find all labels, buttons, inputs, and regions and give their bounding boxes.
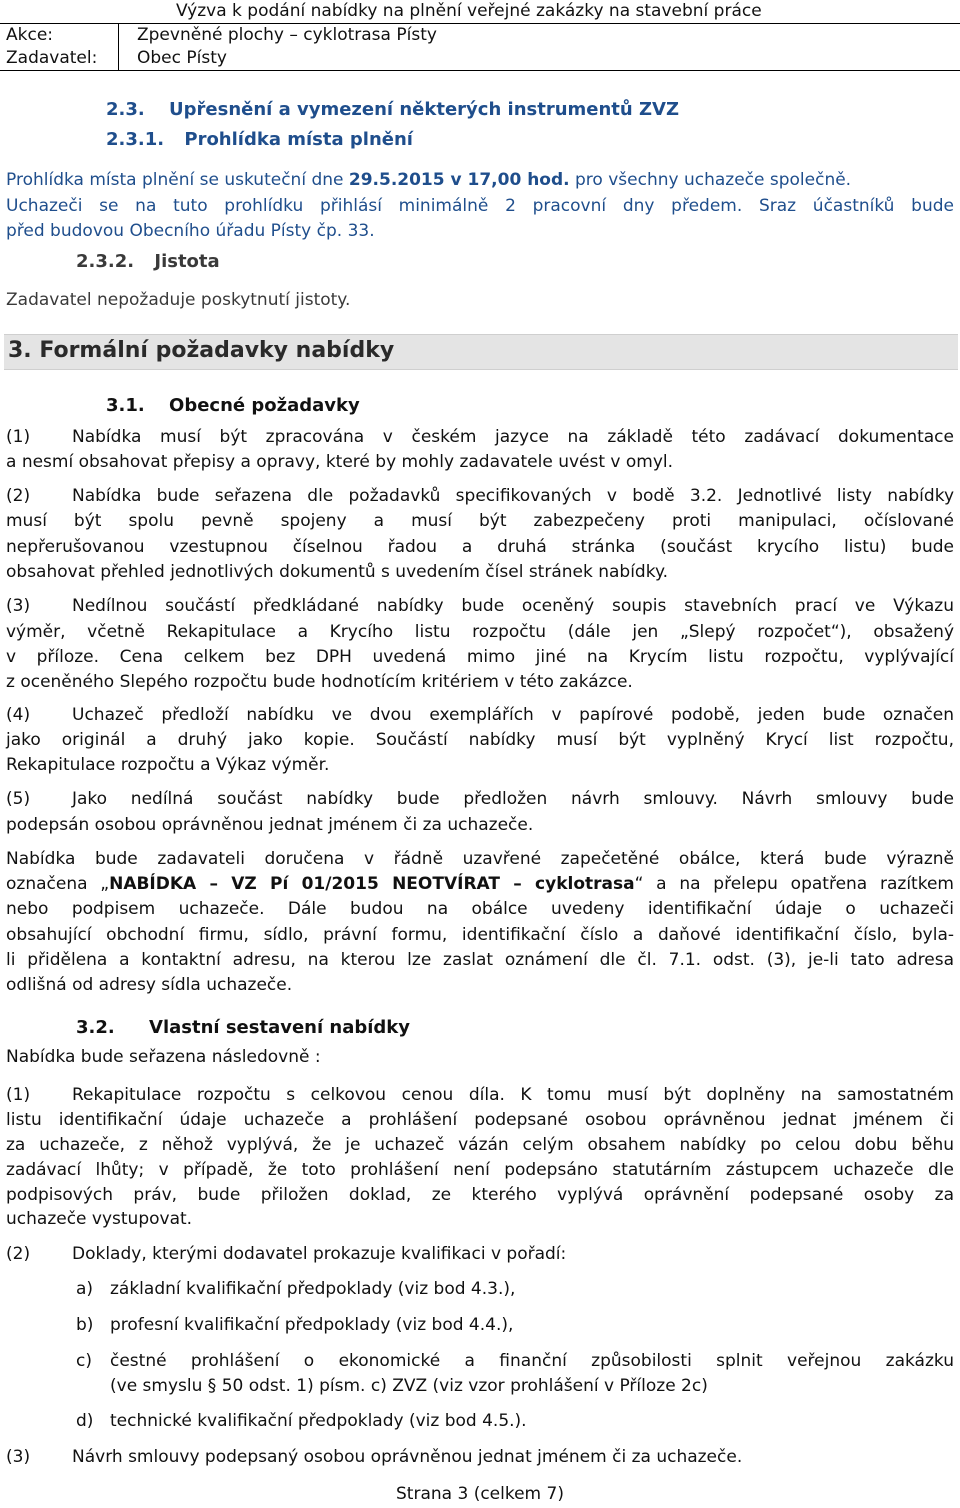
req-2-line-1: (2) Nabídka bude seřazena dle požadavků specifikovaných v bodě 3.2. Jednotlivé listy nabídky xyxy=(6,486,954,506)
zadavatel-value: Obec Písty xyxy=(119,47,960,71)
section-3-title: 3. Formální požadavky nabídky xyxy=(8,338,395,363)
section-number: 3.1. xyxy=(106,395,145,416)
req-2-line-2: musí být spolu pevně spojeny a musí být zabezpečeny proti manipulaci, očíslované xyxy=(6,511,954,531)
envelope-line-2: označena „NABÍDKA – VZ Pí 01/2015 NEOTVÍRAT – cyklotrasa“ a na přelepu opatřena razítkem xyxy=(6,874,954,894)
guarantee-text: Zadavatel nepožaduje poskytnutí jistoty. xyxy=(6,290,351,310)
section-3-1-heading xyxy=(106,395,360,416)
req-2-line-3: nepřerušovanou vzestupnou číselnou řadou a druhá stránka (součást krycího listu) bude xyxy=(6,537,954,557)
req-3-line-2: výměr, včetně Rekapitulace a Krycího listu rozpočtu (dále jen „Slepý rozpočet“), obsažený xyxy=(6,622,954,642)
akce-label: Akce: xyxy=(0,24,119,48)
akce-value: Zpevněné plochy – cyklotrasa Písty xyxy=(137,25,437,45)
section-number: 2.3.1. xyxy=(106,129,165,150)
req-5-line-1: (5) Jako nedílná součást nabídky bude předložen návrh smlouvy. Návrh smlouvy bude xyxy=(6,789,954,809)
section-3-band xyxy=(4,334,958,370)
inspection-date: 29.5.2015 v 17,00 hod. xyxy=(348,170,570,190)
envelope-line-5: li přidělena a kontaktní adresu, na kterou lze zaslat oznámení dle čl. 7.1. odst. (3), je-li tato adresa xyxy=(6,950,954,970)
header-title: Výzva k podání nabídky na plnění veřejné zakázky na stavební práce xyxy=(0,0,960,24)
req-4-line-1: (4) Uchazeč předloží nabídku ve dvou exemplářích v papírové podobě, jeden bude označen xyxy=(6,705,954,725)
order-1-line-6: uchazeče vystupovat. xyxy=(6,1209,193,1229)
list-item: a) základní kvalifikační předpoklady (viz bod 4.3.), xyxy=(76,1279,516,1299)
inspection-line-3: před budovou Obecního úřadu Písty čp. 33. xyxy=(6,221,375,241)
req-4-line-2: jako originál a druhý jako kopie. Součástí nabídky musí být vyplněný Krycí list rozpočtu, xyxy=(6,730,954,750)
order-1-line-4: zadávací lhůty; v případě, že toto prohlášení není podepsáno statutárním zástupcem uchazeče dle xyxy=(6,1160,954,1180)
req-3-line-1: (3) Nedílnou součástí předkládané nabídky bude oceněný soupis stavebních prací ve Výkazu xyxy=(6,596,954,616)
section-3-2-heading xyxy=(76,1017,410,1038)
order-1-line-3: za uchazeče, z něhož vyplývá, že je uchazeč vázán celým obsahem nabídky po celou dobu běhu xyxy=(6,1135,954,1155)
envelope-line-1: Nabídka bude zadavateli doručena v řádně uzavřené zapečetěné obálce, která bude výrazně xyxy=(6,849,954,869)
envelope-line-4: obsahující obchodní firmu, sídlo, právní formu, identifikační číslo a daňové identifikační číslo, byla- xyxy=(6,925,954,945)
order-3-line: (3) Návrh smlouvy podepsaný osobou oprávněnou jednat jménem či za uchazeče. xyxy=(6,1447,743,1467)
list-item: b) profesní kvalifikační předpoklady (viz bod 4.4.), xyxy=(76,1315,514,1335)
list-item-continuation: (ve smyslu § 50 odst. 1) písm. c) ZVZ (viz vzor prohlášení v Příloze 2c) xyxy=(110,1376,708,1396)
section-2-3-heading xyxy=(106,99,679,120)
inspection-line-1: Prohlídka místa plnění se uskuteční dne 29.5.2015 v 17,00 hod. pro všechny uchazeče společně. xyxy=(6,170,852,190)
list-item: d) technické kvalifikační předpoklady (viz bod 4.5.). xyxy=(76,1411,527,1431)
envelope-line-3: nebo podpisem uchazeče. Dále budou na obálce uvedeny identifikační údaje o uchazeči xyxy=(6,899,954,919)
zadavatel-label: Zadavatel: xyxy=(0,47,119,71)
req-3-line-4: z oceněného Slepého rozpočtu bude hodnotícím kritériem v této zakázce. xyxy=(6,672,633,692)
envelope-line-6: odlišná od adresy sídla uchazeče. xyxy=(6,975,293,995)
order-intro: Nabídka bude seřazena následovně : xyxy=(6,1047,321,1067)
req-1-line-1: (1) Nabídka musí být zpracována v českém jazyce na základě této zadávací dokumentace xyxy=(6,427,954,447)
page-number: Strana 3 (celkem 7) xyxy=(396,1484,564,1504)
req-2-line-4: obsahovat přehled jednotlivých dokumentů s uvedením čísel stránek nabídky. xyxy=(6,562,669,582)
order-1-line-1: (1) Rekapitulace rozpočtu s celkovou cenou díla. K tomu musí být doplněny na samostatném xyxy=(6,1085,954,1105)
section-title: Prohlídka místa plnění xyxy=(184,129,413,150)
section-title: Obecné požadavky xyxy=(169,395,360,416)
section-number: 2.3. xyxy=(106,99,145,120)
document-header xyxy=(0,0,960,71)
section-number: 3.2. xyxy=(76,1017,115,1038)
order-1-line-2: listu identifikační údaje uchazeče a prohlášení podepsané osobou oprávněnou jednat jménem či xyxy=(6,1110,954,1130)
section-2-3-1-heading xyxy=(106,129,413,150)
section-title: Vlastní sestavení nabídky xyxy=(149,1017,411,1038)
inspection-line-2: Uchazeči se na tuto prohlídku přihlásí minimálně 2 pracovní dny předem. Sraz účastníků bude xyxy=(6,196,954,216)
req-3-line-3: v příloze. Cena celkem bez DPH uvedená mimo jiné na Krycím listu rozpočtu, vyplývající xyxy=(6,647,954,667)
list-item: c) čestné prohlášení o ekonomické a finanční způsobilosti splnit veřejnou zakázku xyxy=(76,1351,954,1371)
section-title: Jistota xyxy=(154,251,220,272)
envelope-marking: NABÍDKA – VZ Pí 01/2015 NEOTVÍRAT – cyklotrasa xyxy=(109,874,635,894)
req-4-line-3: Rekapitulace rozpočtu a Výkaz výměr. xyxy=(6,755,330,775)
section-title: Upřesnění a vymezení některých instrumentů ZVZ xyxy=(169,99,680,120)
req-1-line-2: a nesmí obsahovat přepisy a opravy, které by mohly zadavatele uvést v omyl. xyxy=(6,452,674,472)
section-number: 2.3.2. xyxy=(76,251,135,272)
section-2-3-2-heading xyxy=(76,251,220,272)
req-5-line-2: podepsán osobou oprávněnou jednat jménem či za uchazeče. xyxy=(6,815,534,835)
order-2-line: (2) Doklady, kterými dodavatel prokazuje kvalifikaci v pořadí: xyxy=(6,1244,567,1264)
order-1-line-5: podpisových práv, bude přiložen doklad, ze kterého vyplývá oprávnění podepsané osoby za xyxy=(6,1185,954,1205)
